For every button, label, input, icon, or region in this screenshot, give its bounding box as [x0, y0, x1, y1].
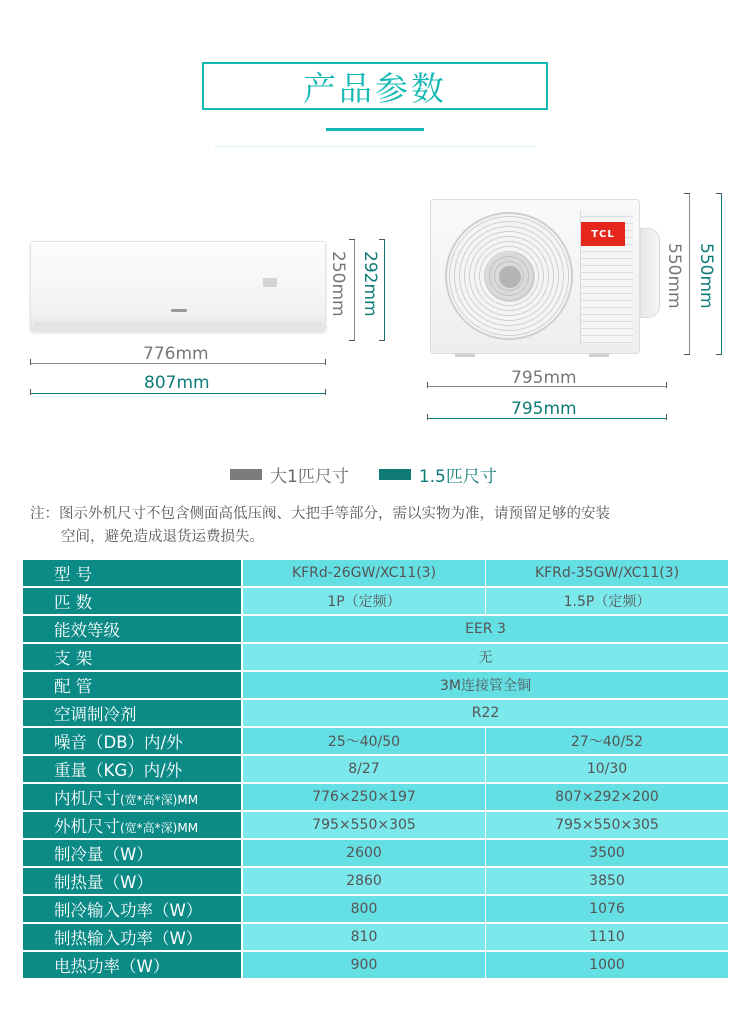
legend-item-small	[230, 462, 349, 487]
indoor-width-large-label: 807mm	[144, 373, 210, 393]
row-value-26gw: 8/27	[243, 756, 486, 784]
row-label-cell	[23, 924, 243, 952]
row-label: 制冷输入功率（W）	[54, 901, 203, 920]
indoor-logo	[171, 309, 187, 312]
row-value-26gw: 2860	[243, 868, 486, 896]
legend-item-large	[379, 462, 497, 487]
row-value-35gw: KFRd-35GW/XC11(3)	[486, 560, 728, 588]
row-label-cell	[23, 812, 243, 840]
indoor-display	[263, 278, 277, 287]
indoor-height-small-line	[354, 239, 355, 341]
row-value-shared: 3M连接管全铜	[243, 672, 728, 700]
spec-table	[23, 560, 728, 980]
outdoor-height-small-line	[689, 193, 690, 355]
table-row	[23, 812, 728, 840]
row-label-cell	[23, 868, 243, 896]
row-label: 内机尺寸	[54, 789, 120, 808]
row-label-cell	[23, 672, 243, 700]
row-label-cell	[23, 840, 243, 868]
row-value-26gw: 25～40/50	[243, 728, 486, 756]
size-legend	[230, 462, 527, 487]
row-value-35gw: 807×292×200	[486, 784, 728, 812]
row-label-unit: (宽*高*深)MM	[120, 793, 199, 807]
row-label-cell	[23, 952, 243, 980]
row-value-26gw: KFRd-26GW/XC11(3)	[243, 560, 486, 588]
indoor-height-small-label: 250mm	[328, 251, 348, 317]
row-label-cell	[23, 588, 243, 616]
row-label-cell	[23, 784, 243, 812]
row-label: 型 号	[54, 565, 93, 584]
page-title: 产品参数	[303, 68, 447, 108]
row-label-cell	[23, 728, 243, 756]
table-row	[23, 588, 728, 616]
row-label: 重量（KG）内/外	[54, 761, 183, 780]
row-value-shared: 无	[243, 644, 728, 672]
table-row	[23, 784, 728, 812]
legend-label-large: 1.5匹尺寸	[418, 467, 497, 487]
outdoor-width-small-label: 795mm	[511, 368, 577, 388]
table-row	[23, 700, 728, 728]
outdoor-height-large-label: 550mm	[696, 243, 716, 309]
page-title-box	[202, 62, 548, 110]
title-underline	[326, 128, 424, 131]
row-value-26gw: 800	[243, 896, 486, 924]
row-label: 配 管	[54, 677, 93, 696]
row-label: 能效等级	[54, 621, 120, 640]
row-label: 制冷量（W）	[54, 845, 153, 864]
table-row	[23, 840, 728, 868]
row-label-cell	[23, 644, 243, 672]
table-row	[23, 672, 728, 700]
row-value-35gw: 27～40/52	[486, 728, 728, 756]
outdoor-height-small-label: 550mm	[664, 243, 684, 309]
row-value-26gw: 2600	[243, 840, 486, 868]
row-label: 噪音（DB）内/外	[54, 733, 183, 752]
note-line-1: 注：图示外机尺寸不包含侧面高低压阀、大把手等部分，需以实物为准，请预留足够的安装	[30, 506, 610, 522]
row-label: 制热输入功率（W）	[54, 929, 203, 948]
table-row	[23, 868, 728, 896]
row-value-35gw: 3850	[486, 868, 728, 896]
row-value-35gw: 1110	[486, 924, 728, 952]
indoor-unit-image	[30, 241, 326, 331]
legend-swatch-large	[379, 469, 411, 480]
legend-swatch-small	[230, 469, 262, 480]
row-value-26gw: 900	[243, 952, 486, 980]
row-label: 空调制冷剂	[54, 705, 137, 724]
row-value-35gw: 3500	[486, 840, 728, 868]
row-value-35gw: 1000	[486, 952, 728, 980]
row-label: 支 架	[54, 649, 93, 668]
row-value-35gw: 795×550×305	[486, 812, 728, 840]
row-label-cell	[23, 700, 243, 728]
install-note	[30, 503, 730, 549]
legend-label-small: 大1匹尺寸	[270, 467, 349, 487]
outdoor-width-large-line	[427, 418, 667, 419]
indoor-vent	[34, 322, 322, 326]
table-row	[23, 560, 728, 588]
row-value-26gw: 795×550×305	[243, 812, 486, 840]
title-dotted-divider	[215, 146, 535, 147]
table-row	[23, 616, 728, 644]
row-value-26gw: 776×250×197	[243, 784, 486, 812]
indoor-height-large-line	[384, 239, 385, 341]
row-value-shared: R22	[243, 700, 728, 728]
table-row	[23, 952, 728, 980]
row-label: 外机尺寸	[54, 817, 120, 836]
row-label-cell	[23, 756, 243, 784]
indoor-width-large-line	[30, 393, 326, 394]
row-label: 制热量（W）	[54, 873, 153, 892]
fan-icon	[445, 212, 573, 340]
outdoor-valve	[640, 228, 660, 318]
row-label-unit: (宽*高*深)MM	[120, 821, 199, 835]
table-row	[23, 896, 728, 924]
indoor-width-small-line	[30, 363, 326, 364]
row-value-35gw: 1.5P（定频）	[486, 588, 728, 616]
note-line-2: 空间，避免造成退货运费损失。	[61, 529, 264, 545]
table-row	[23, 924, 728, 952]
table-row	[23, 756, 728, 784]
row-label: 电热功率（W）	[54, 957, 170, 976]
outdoor-width-small-line	[427, 386, 667, 387]
table-row	[23, 644, 728, 672]
row-label-cell	[23, 560, 243, 588]
tcl-logo: TCL	[581, 222, 625, 246]
indoor-width-small-label: 776mm	[143, 344, 209, 364]
row-value-26gw: 810	[243, 924, 486, 952]
row-value-35gw: 1076	[486, 896, 728, 924]
outdoor-foot-right	[589, 353, 609, 357]
fan-hub	[499, 266, 521, 288]
row-value-35gw: 10/30	[486, 756, 728, 784]
row-label-cell	[23, 896, 243, 924]
row-value-26gw: 1P（定频）	[243, 588, 486, 616]
outdoor-unit-image	[430, 199, 640, 354]
indoor-height-large-label: 292mm	[360, 251, 380, 317]
row-label-cell	[23, 616, 243, 644]
row-label: 匹 数	[54, 593, 93, 612]
spec-table-body	[23, 560, 728, 980]
outdoor-height-large-line	[721, 193, 722, 355]
outdoor-width-large-label: 795mm	[511, 399, 577, 419]
outdoor-foot-left	[455, 353, 475, 357]
row-value-shared: EER 3	[243, 616, 728, 644]
table-row	[23, 728, 728, 756]
